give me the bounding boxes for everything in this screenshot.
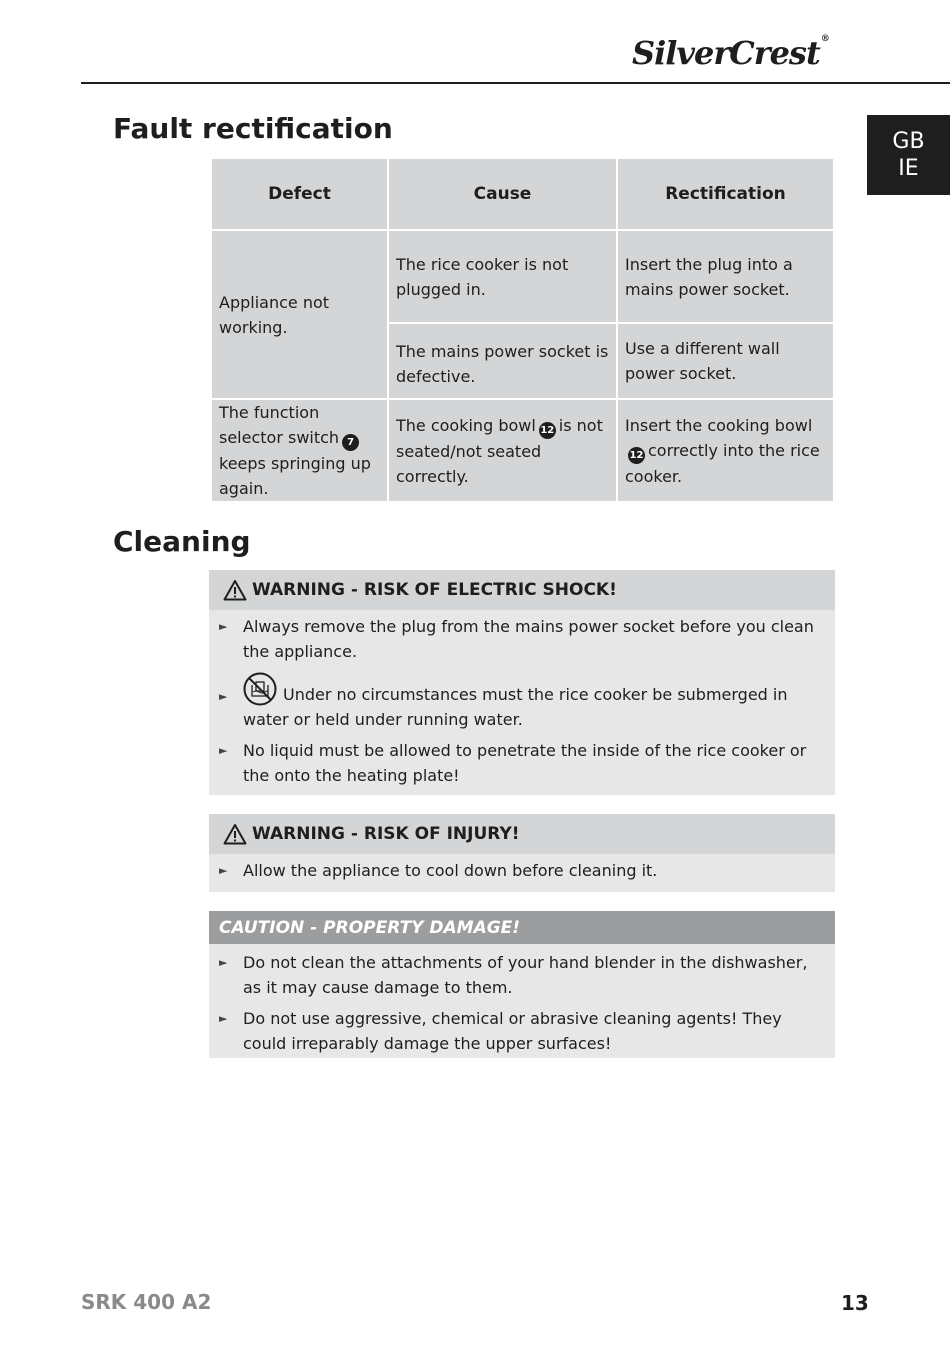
- column-header-defect: Defect: [211, 158, 388, 230]
- warning-box-injury: [209, 814, 835, 892]
- cleaning-section-title: Cleaning: [113, 525, 251, 558]
- list-item: ► Do not clean the attachments of your hand blender in the dishwasher, as it may cause damage to them.: [219, 950, 821, 1000]
- caution-box-property-damage: [209, 911, 835, 1058]
- warning-heading: WARNING - RISK OF INJURY!: [209, 814, 835, 854]
- language-code-gb: GB: [892, 129, 925, 154]
- column-header-rectification: Rectification: [617, 158, 834, 230]
- language-tab: [867, 115, 950, 195]
- column-header-cause: Cause: [388, 158, 617, 230]
- page-number: 13: [841, 1291, 869, 1315]
- table-row: [211, 399, 834, 502]
- warning-triangle-icon: [223, 579, 247, 601]
- fault-section-title: Fault rectification: [113, 112, 393, 145]
- list-item: ► Do not use aggressive, chemical or abrasive cleaning agents! They could irreparably damage the upper surfaces!: [219, 1006, 821, 1056]
- cause-cell: The rice cooker is not plugged in.: [388, 230, 617, 323]
- table-header-row: [211, 158, 834, 230]
- callout-number-icon: 12: [539, 422, 556, 439]
- fault-table: [210, 157, 835, 503]
- defect-cell: The function selector switch 7keeps springing up again.: [211, 399, 388, 502]
- warning-triangle-icon: [223, 823, 247, 845]
- brand-logo: SilverCrest®: [632, 34, 829, 72]
- footer-model-number: SRK 400 A2: [81, 1290, 212, 1314]
- bullet-arrow-icon: ►: [219, 864, 228, 877]
- bullet-arrow-icon: ►: [219, 956, 228, 969]
- list-item: ► Under no circumstances must the rice cooker be submerged in water or held under running water.: [219, 672, 821, 732]
- bullet-arrow-icon: ►: [219, 690, 228, 703]
- callout-number-icon: 7: [342, 434, 359, 451]
- bullet-arrow-icon: ►: [219, 744, 228, 757]
- no-water-immersion-icon: [243, 672, 277, 706]
- table-row: [211, 230, 834, 323]
- bullet-arrow-icon: ►: [219, 620, 228, 633]
- bullet-arrow-icon: ►: [219, 1012, 228, 1025]
- list-item: ► Allow the appliance to cool down before cleaning it.: [219, 858, 821, 883]
- header-divider: [81, 82, 950, 84]
- rectification-cell: Use a different wall power socket.: [617, 323, 834, 399]
- cause-cell: The cooking bowl 12 is not seated/not seated correctly.: [388, 399, 617, 502]
- warning-heading: WARNING - RISK OF ELECTRIC SHOCK!: [209, 570, 835, 610]
- rectification-cell: Insert the plug into a mains power socket.: [617, 230, 834, 323]
- cause-cell: The mains power socket is defective.: [388, 323, 617, 399]
- defect-cell: Appliance not working.: [211, 230, 388, 399]
- list-item: ► Always remove the plug from the mains power socket before you clean the appliance.: [219, 614, 821, 664]
- rectification-cell: Insert the cooking bowl12 correctly into the rice cooker.: [617, 399, 834, 502]
- callout-number-icon: 12: [628, 447, 645, 464]
- caution-heading: CAUTION - PROPERTY DAMAGE!: [209, 911, 835, 944]
- list-item: ► No liquid must be allowed to penetrate the inside of the rice cooker or the onto the heating plate!: [219, 738, 821, 788]
- language-code-ie: IE: [898, 156, 919, 181]
- warning-box-electric-shock: [209, 570, 835, 795]
